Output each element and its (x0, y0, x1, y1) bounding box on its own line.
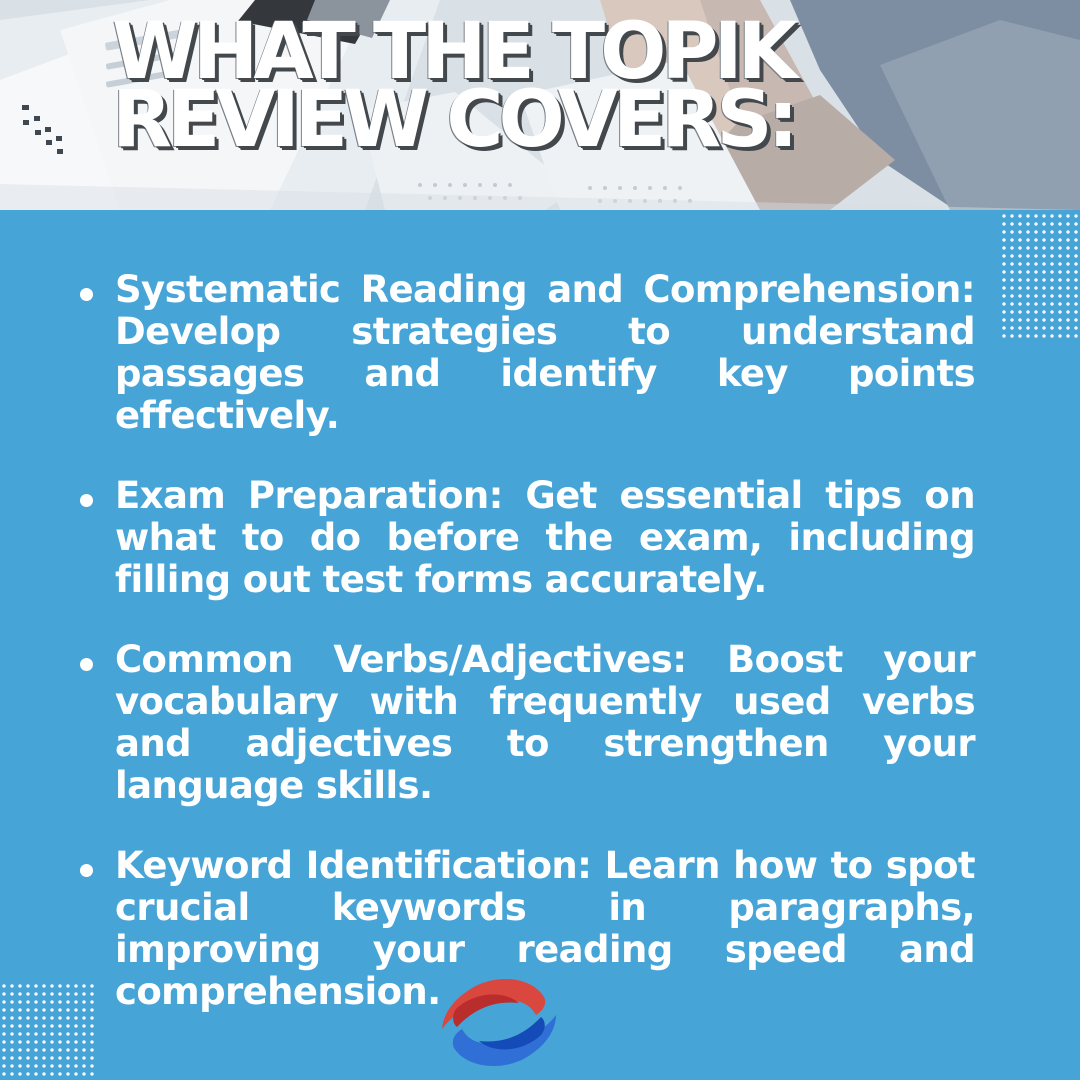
coverage-text-reading: Systematic Reading and Comprehension: Develop strategies to understand passages and identify key points effectively. (115, 268, 975, 437)
bullet-dot-icon (80, 288, 93, 301)
brand-logo-icon (440, 972, 558, 1072)
coverage-list (80, 269, 975, 1051)
title-line-1: WHAT THE TOPIK (112, 7, 794, 97)
coverage-text-keywords: Keyword Identification: Learn how to spot crucial keywords in paragraphs, improving your reading speed and comprehension. (115, 844, 975, 1013)
dotted-pattern-icon (1000, 212, 1080, 338)
exam-background-photo (0, 0, 1080, 210)
list-item (80, 475, 975, 601)
coverage-text-exam-prep: Exam Preparation: Get essential tips on what to do before the exam, including filling out test forms accurately. (115, 474, 975, 601)
list-item (80, 269, 975, 437)
bullet-dot-icon (80, 494, 93, 507)
coverage-text-verbs-adjectives: Common Verbs/Adjectives: Boost your vocabulary with frequently used verbs and adjectives to strengthen your language skills. (115, 638, 975, 807)
bullet-dot-icon (80, 864, 93, 877)
title-line-2: REVIEW COVERS: (112, 75, 794, 165)
page-title (112, 7, 982, 165)
bullet-dot-icon (80, 658, 93, 671)
list-item (80, 639, 975, 807)
